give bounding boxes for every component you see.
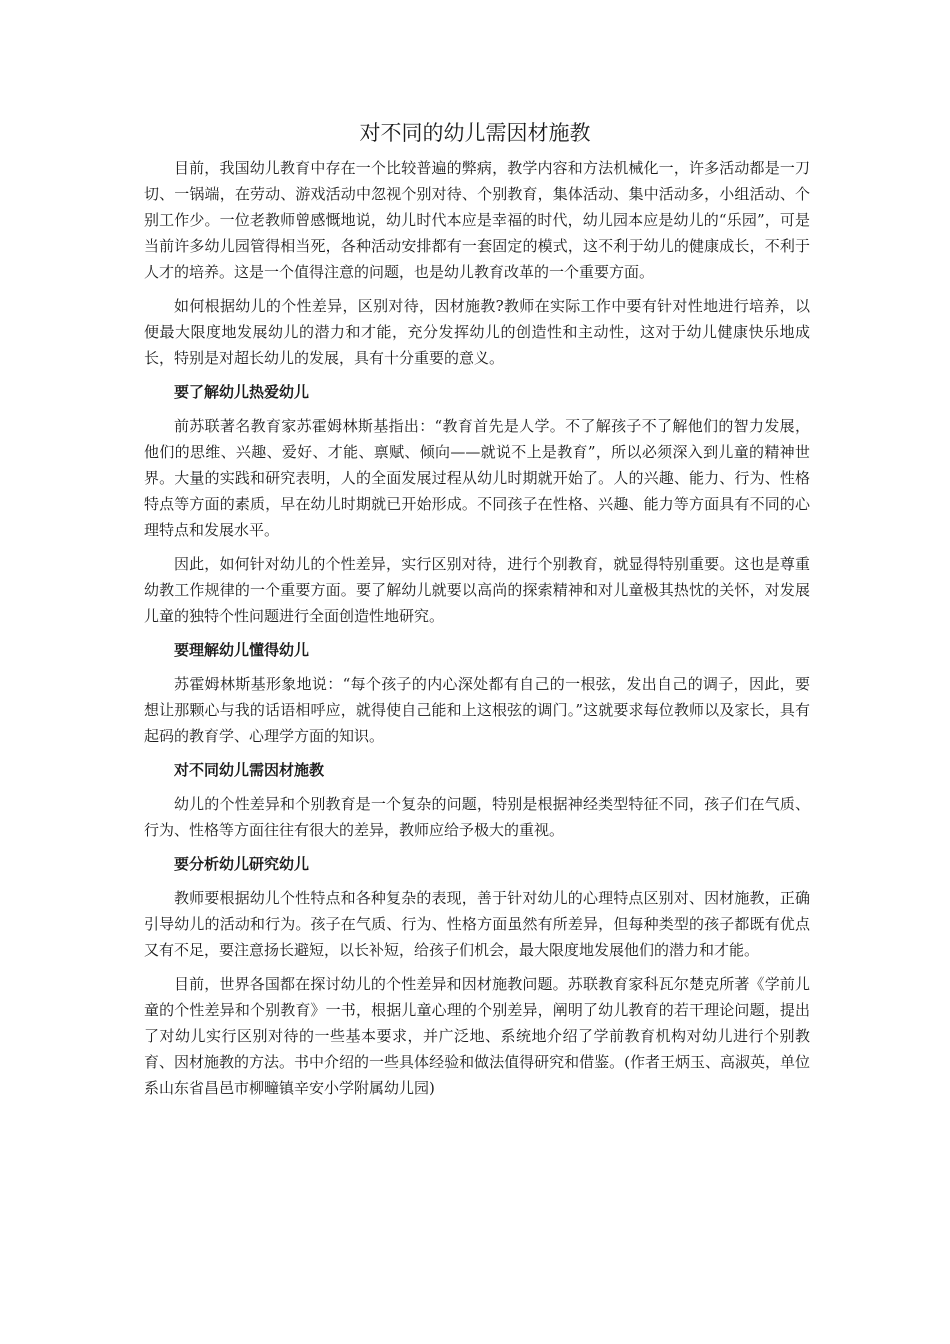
section-heading: 要理解幼儿懂得幼儿	[174, 641, 310, 659]
paragraph: 苏霍姆林斯基形象地说：“每个孩子的内心深处都有自己的一根弦，发出自己的调子，因此，要想让那颗心与我的话语相呼应，就得使自己能和上这根弦的调门。”这就要求每位教师以及家长，具有起码的教育学、心理学方面的知识。	[144, 675, 810, 745]
document-title: 对不同的幼儿需因材施教	[359, 121, 591, 145]
paragraph: 幼儿的个性差异和个别教育是一个复杂的问题，特别是根据神经类型特征不同，孩子们在气质、行为、性格等方面往往有很大的差异，教师应给予极大的重视。	[144, 795, 810, 839]
document-body	[144, 155, 810, 1109]
paragraph: 教师要根据幼儿个性特点和各种复杂的表现，善于针对幼儿的心理特点区别对、因材施教，正确引导幼儿的活动和行为。孩子在气质、行为、性格方面虽然有所差异，但每种类型的孩子都既有优点又有不足，要注意扬长避短，以长补短，给孩子们机会，最大限度地发展他们的潜力和才能。	[144, 889, 810, 959]
paragraph: 如何根据幼儿的个性差异，区别对待，因材施教?教师在实际工作中要有针对性地进行培养，以便最大限度地发展幼儿的潜力和才能，充分发挥幼儿的创造性和主动性，这对于幼儿健康快乐地成长，特别是对超长幼儿的发展，具有十分重要的意义。	[144, 297, 810, 367]
section-heading: 要了解幼儿热爱幼儿	[174, 383, 310, 401]
paragraph: 前苏联著名教育家苏霍姆林斯基指出：“教育首先是人学。不了解孩子不了解他们的智力发展，他们的思维、兴趣、爱好、才能、禀赋、倾向——就说不上是教育”，所以必须深入到儿童的精神世界。大量的实践和研究表明，人的全面发展过程从幼儿时期就开始了。人的兴趣、能力、行为、性格特点等方面的素质，早在幼儿时期就已开始形成。不同孩子在性格、兴趣、能力等方面具有不同的心理特点和发展水平。	[144, 417, 810, 539]
section-heading: 要分析幼儿研究幼儿	[174, 855, 310, 873]
paragraph: 目前，我国幼儿教育中存在一个比较普遍的弊病，教学内容和方法机械化一，许多活动都是一刀切、一锅端，在劳动、游戏活动中忽视个别对待、个别教育，集体活动、集中活动多，小组活动、个别工作少。一位老教师曾感慨地说，幼儿时代本应是幸福的时代，幼儿园本应是幼儿的“乐园”，可是当前许多幼儿园管得相当死，各种活动安排都有一套固定的模式，这不利于幼儿的健康成长，不利于人才的培养。这是一个值得注意的问题，也是幼儿教育改革的一个重要方面。	[144, 159, 810, 281]
paragraph: 因此，如何针对幼儿的个性差异，实行区别对待，进行个别教育，就显得特别重要。这也是尊重幼教工作规律的一个重要方面。要了解幼儿就要以高尚的探索精神和对儿童极其热忱的关怀，对发展儿童的独特个性问题进行全面创造性地研究。	[144, 555, 810, 625]
paragraph: 目前，世界各国都在探讨幼儿的个性差异和因材施教问题。苏联教育家科瓦尔楚克所著《学前儿童的个性差异和个别教育》一书，根据儿童心理的个别差异，阐明了幼儿教育的若干理论问题，提出了对幼儿实行区别对待的一些基本要求，并广泛地、系统地介绍了学前教育机构对幼儿进行个别教育、因材施教的方法。书中介绍的一些具体经验和做法值得研究和借鉴。(作者王炳玉、高淑英，单位系山东省昌邑市柳疃镇辛安小学附属幼儿园)	[144, 975, 810, 1097]
section-heading: 对不同幼儿需因材施教	[174, 761, 325, 779]
